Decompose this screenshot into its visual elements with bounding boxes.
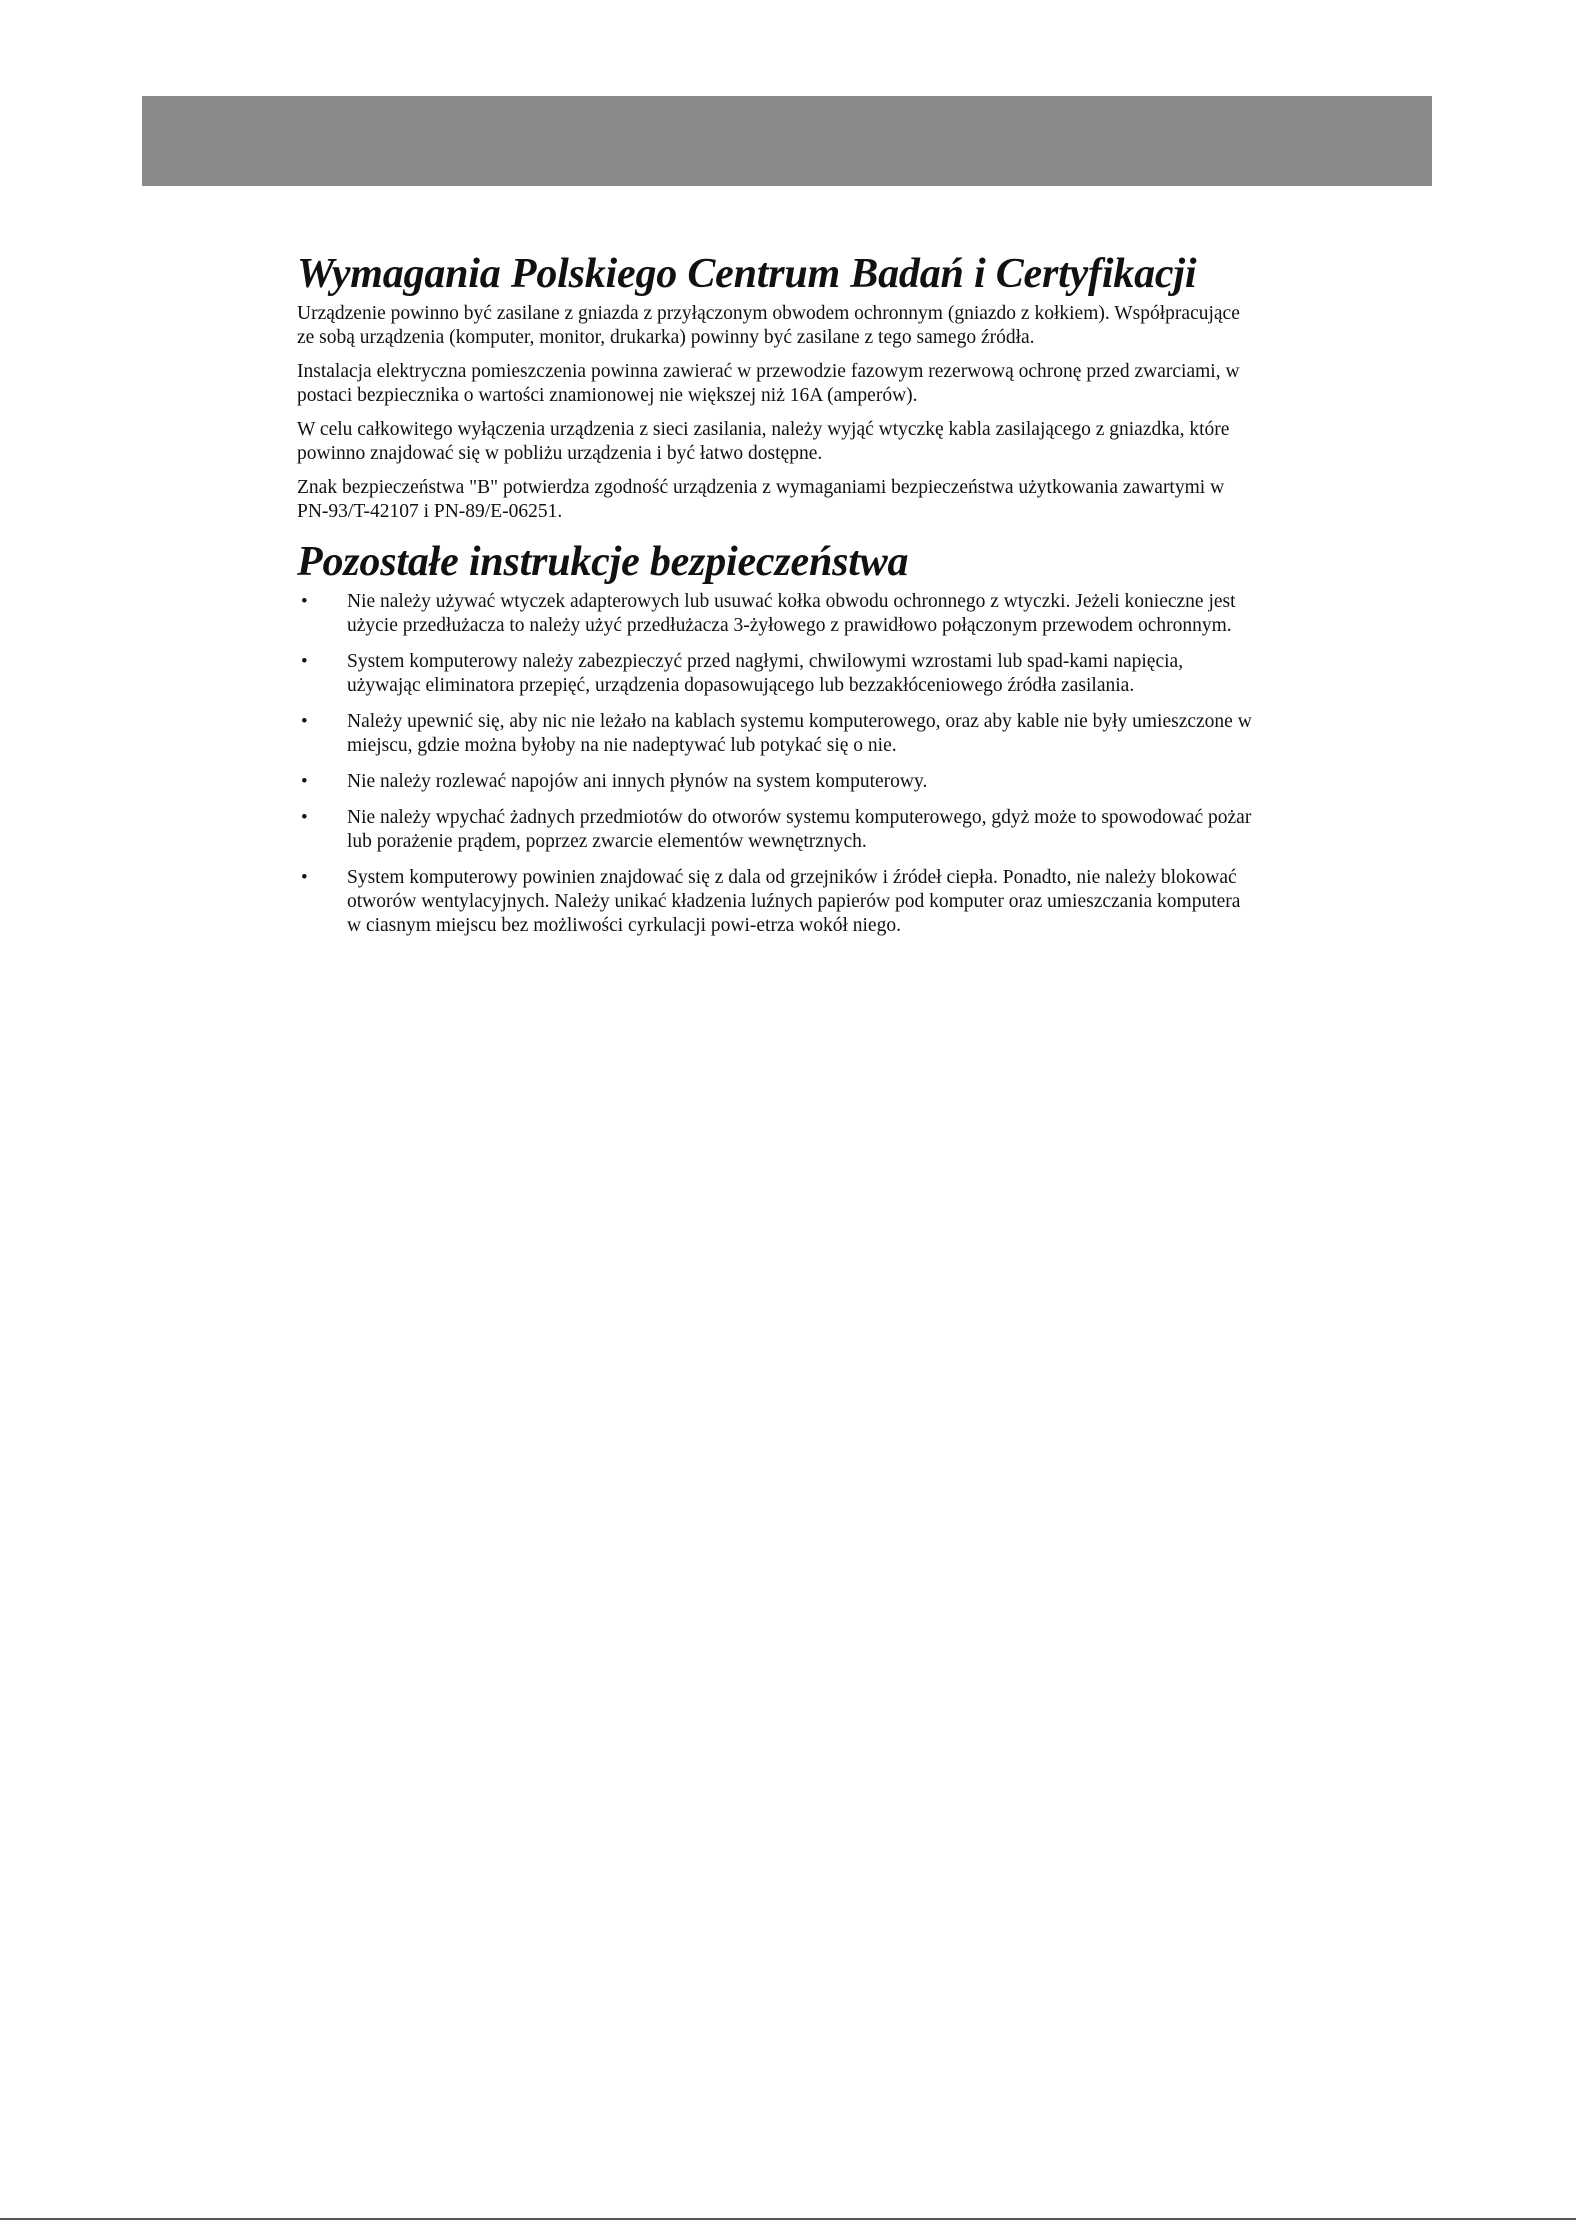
paragraph-disconnect-power: W celu całkowitego wyłączenia urządzenia z sieci zasilania, należy wyjąć wtyczkę kabla zasilającego z gniazdka, które powinno znajdować się w pobliżu urządzenia i być łatwo dostępne. xyxy=(297,419,1230,464)
section-title-other-safety: Pozostałe instrukcje bezpieczeństwa xyxy=(297,539,909,585)
list-item xyxy=(297,590,1259,638)
list-item xyxy=(297,806,1259,854)
list-item-text: Nie należy rozlewać napojów ani innych płynów na system komputerowy. xyxy=(347,771,928,792)
list-item xyxy=(297,710,1259,758)
list-item xyxy=(297,650,1259,698)
list-item-text: Należy upewnić się, aby nic nie leżało na kablach systemu komputerowego, oraz aby kable nie były umieszczone w miejscu, gdzie można byłoby na nie nadeptywać lub potykać się o nie. xyxy=(347,711,1252,756)
bullet-icon: • xyxy=(301,807,308,828)
section-title-pcbc: Wymagania Polskiego Centrum Badań i Certyfikacji xyxy=(297,251,1197,297)
bullet-icon: • xyxy=(301,591,308,612)
bullet-icon: • xyxy=(301,771,308,792)
list-item-text: Nie należy używać wtyczek adapterowych lub usuwać kołka obwodu ochronnego z wtyczki. Jeżeli konieczne jest użycie przedłużacza to należy użyć przedłużacza 3-żyłowego z prawidłowo połączonym przewodem ochronnym. xyxy=(347,591,1236,636)
paragraph-power-socket: Urządzenie powinno być zasilane z gniazda z przyłączonym obwodem ochronnym (gniazdo z kołkiem). Współpracujące ze sobą urządzenia (komputer, monitor, drukarka) powinny być zasilane z tego samego źródła. xyxy=(297,303,1240,348)
bullet-icon: • xyxy=(301,711,308,732)
list-item-text: Nie należy wpychać żadnych przedmiotów do otworów systemu komputerowego, gdyż może to spowodować pożar lub porażenie prądem, poprzez zwarcie elementów wewnętrznych. xyxy=(347,807,1252,852)
header-bar xyxy=(142,96,1432,186)
document-body xyxy=(297,246,1259,950)
paragraph-electrical-installation: Instalacja elektryczna pomieszczenia powinna zawierać w przewodzie fazowym rezerwową ochronę przed zwarciami, w postaci bezpiecznika o wartości znamionowej nie większej niż 16A (amperów). xyxy=(297,361,1240,406)
bullet-icon: • xyxy=(301,867,308,888)
list-item xyxy=(297,770,1259,794)
list-item-text: System komputerowy należy zabezpieczyć przed nagłymi, chwilowymi wzrostami lub spad-kami napięcia, używając eliminatora przepięć, urządzenia dopasowującego lub bezzakłóceniowego źródła zasilania. xyxy=(347,651,1184,696)
list-item xyxy=(297,866,1259,938)
bullet-icon: • xyxy=(301,651,308,672)
page-bottom-divider xyxy=(0,2218,1576,2220)
list-item-text: System komputerowy powinien znajdować się z dala od grzejników i źródeł ciepła. Ponadto, nie należy blokować otworów wentylacyjnych. Należy unikać kładzenia luźnych papierów pod komputer oraz umieszczania komputera w ciasnym miejscu bez możliwości cyrkulacji powi-etrza wokół niego. xyxy=(347,867,1241,936)
safety-instructions-list xyxy=(297,590,1259,938)
paragraph-safety-mark: Znak bezpieczeństwa "B" potwierdza zgodność urządzenia z wymaganiami bezpieczeństwa użytkowania zawartymi w PN-93/T-42107 i PN-89/E-06251. xyxy=(297,477,1225,522)
